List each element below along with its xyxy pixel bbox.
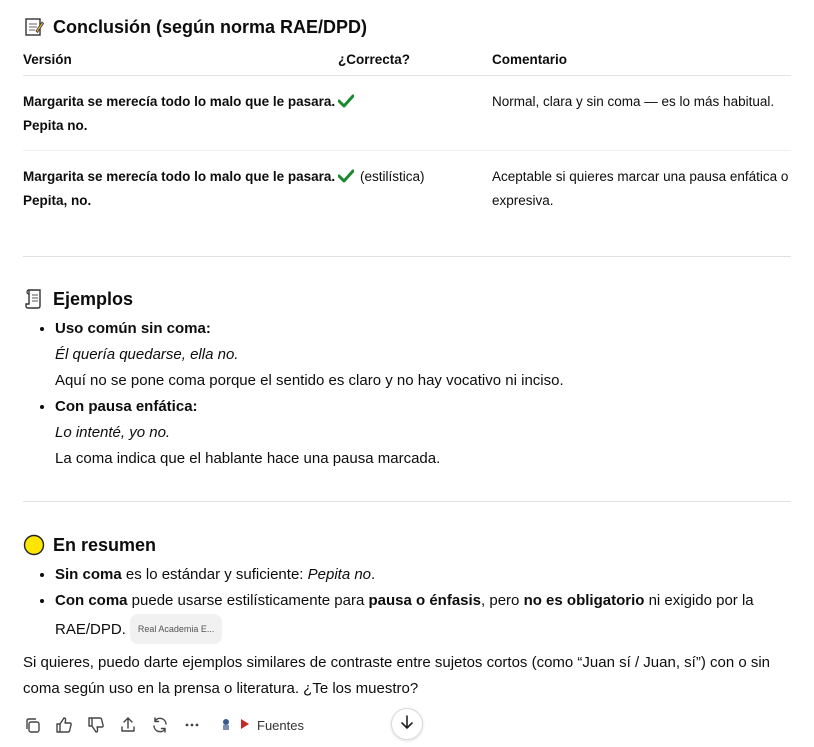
list-item [55,394,791,472]
comment-cell: Normal, clara y sin coma — es lo más habitual. [492,76,791,151]
summary-bold: no es obligatorio [523,592,645,609]
sources-label: Fuentes [257,717,304,733]
regenerate-icon[interactable] [151,716,169,734]
closing-paragraph: Si quieres, puedo darte ejemplos similares de contraste entre sujetos cortos (como “Juan sí / Juan, sí”) con o sin coma según uso en la prensa o literatura. ¿Te los muestro? [23,654,771,697]
divider [23,501,791,502]
summary-bold: Sin coma [55,566,122,583]
header-correct: ¿Correcta? [338,52,492,76]
example-explanation: La coma indica que el hablante hace una pausa marcada. [55,450,441,467]
rae-favicon-icon [219,717,233,734]
version-cell: Margarita se merecía todo lo malo que le pasara. Pepita, no. [23,169,336,208]
summary-list [23,562,791,644]
sources-button[interactable] [219,717,304,734]
example-label: Uso común sin coma: [55,320,211,337]
comment-cell: Aceptable si quieres marcar una pausa enfática o expresiva. [492,169,789,208]
examples-title: Ejemplos [53,288,134,309]
summary-section [23,534,791,644]
example-sentence: Él quería quedarse, ella no. [55,346,239,363]
source-favicon-icon [239,717,251,734]
conclusion-title: Conclusión (según norma RAE/DPD) [53,16,368,37]
copy-icon[interactable] [23,716,41,734]
divider [23,256,791,257]
source-chip[interactable]: Real Academia E... [130,614,223,644]
example-sentence: Lo intenté, yo no. [55,424,171,441]
summary-bold: Con coma [55,592,128,609]
header-version: Versión [23,52,338,76]
correct-cell [338,151,492,226]
header-comment: Comentario [492,52,791,76]
table-row [23,151,791,226]
correct-note: (estilística) [360,169,425,184]
check-icon [338,167,354,181]
scroll-down-button[interactable] [391,708,423,740]
list-item [55,316,791,394]
examples-section [23,288,791,472]
thumbs-down-icon[interactable] [87,716,105,734]
share-icon[interactable] [119,716,137,734]
examples-list [23,316,791,472]
check-icon [338,92,354,106]
list-item [55,588,791,644]
summary-text: , pero [481,592,524,609]
correct-cell [338,76,492,151]
examples-heading [23,288,791,310]
arrow-down-icon [399,714,415,735]
summary-title: En resumen [53,534,157,555]
summary-text: . [371,566,376,583]
example-label: Con pausa enfática: [55,398,198,415]
table-row [23,76,791,151]
conclusion-section [23,16,791,225]
list-item [55,562,791,588]
example-explanation: Aquí no se pone coma porque el sentido es claro y no hay vocativo ni inciso. [55,372,564,389]
conclusion-table [23,52,791,225]
memo-icon [23,16,45,38]
summary-text: es lo estándar y suficiente: [121,566,308,583]
summary-text: ni exigido por la RAE/DPD. [55,592,754,638]
yellow-circle-icon [23,534,45,556]
version-cell: Margarita se merecía todo lo malo que le pasara. Pepita no. [23,76,338,151]
summary-heading [23,534,791,556]
conclusion-heading [23,16,791,38]
thumbs-up-icon[interactable] [55,716,73,734]
more-options-icon[interactable] [183,716,201,734]
scroll-icon [23,288,45,310]
summary-text: puede usarse estilísticamente para [127,592,369,609]
summary-italic: Pepita no [307,566,372,583]
message-actions [23,711,304,739]
summary-bold: pausa o énfasis [368,592,482,609]
